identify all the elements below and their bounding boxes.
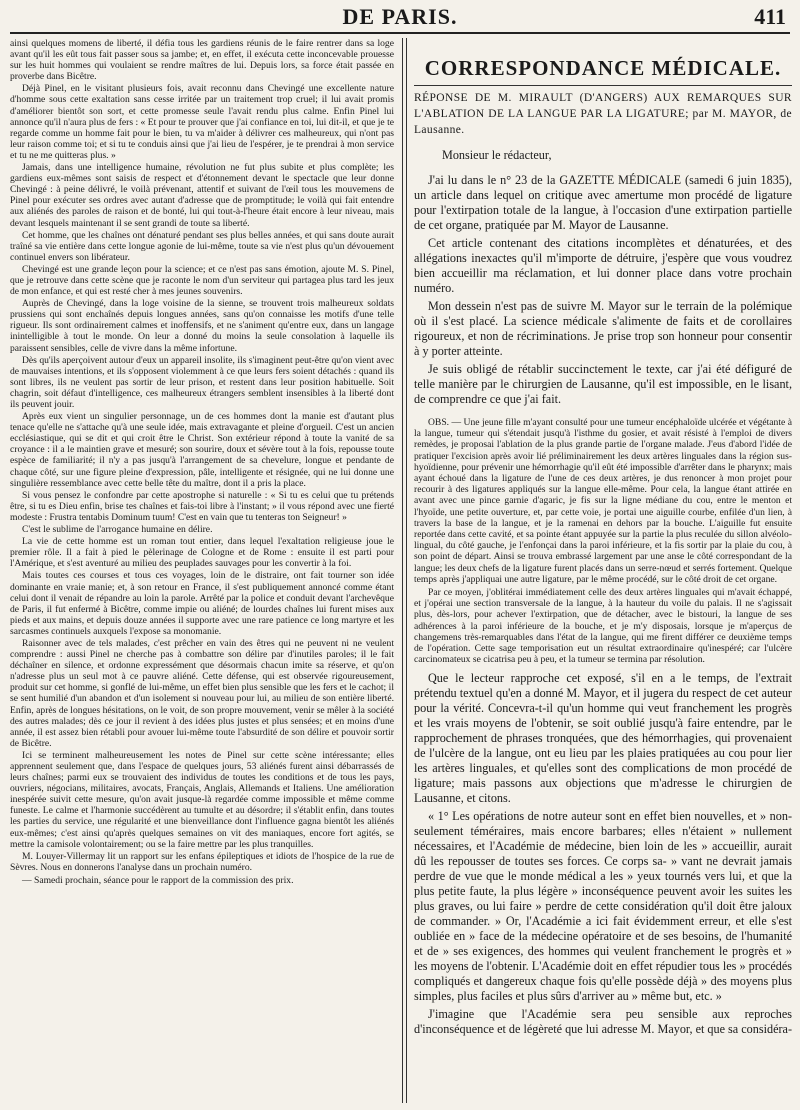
body-paragraph: Raisonner avec de tels malades, c'est prêcher en vain des êtres qui ne peuvent ni ne veulent comprendre : aussi Pinel ne cherche pas à combattre son délire par d'inutiles paroles; il le fait déchaîner en silence, et ordonne expressément que désormais chacun imite sa réserve, et qu'on n'adresse plus un seul mot à ce pauvre aliéné. Cette défense, qui est observée rigoureusement, produit sur cet homme, si gonflé de lui-même, un effet bien plus sensible que les fers et le cachot; il se sent humilié d'un abandon et d'un isolement si nouveau pour lui, au milieu de son entière liberté. Enfin, après de longues hésitations, on le voit, de son propre mouvement, venir se mêler à la société des autres malades; dès ce jour il revient à des idées plus justes et plus sensées; et en moins d'une année, il est assez bien rétabli pour avouer lui-même toute l'absurdité de son délire et pouvoir sortir de Bicêtre. <box>10 637 394 749</box>
page-header <box>0 0 800 32</box>
letter-paragraphs <box>414 173 792 407</box>
observation-paragraph: OBS. — Une jeune fille m'ayant consulté pour une tumeur encéphaloïde ulcérée et végétante à la langue, tumeur qui s'étendait jusqu'à l'isthme du gosier, et avait résisté à l'emploi de divers remèdes, je proposai l'ablation de la plus grande partie de l'organe malade. J'eus d'abord l'idée de pratiquer l'excision après avoir lié préliminairement les deux artères linguales dans la région sus-hyoïdienne, pour prévenir une hémorrhagie qu'il eût été impossible d'arrêter dans le pharynx; mais ayant échoué dans la ligature de l'une de ces deux artères, je dus renoncer à mon projet pour recourir à des ligatures appliqués sur la langue elle-même. Pour cela, la langue étant attirée en avant avec une pince garnie d'agaric, je fis sur la ligne médiane du cou, entre le menton et l'hyoïde, une petite ouverture, et, par cette voie, je portai une aiguille courbe, enfilée d'un lien, à travers la base de la langue, et je la ramenai en dehors par la bouche. L'aiguille fut ensuite reportée dans cette cavité, et sa pointe étant appuyée sur la partie la plus reculée du sillon alvéolo-lingual, du côté gauche, je l'enfonçai dans la paroi inférieure, et la fis sortir par la plaie du cou, à son point de départ. Ainsi se trouva embrassé largement par une anse le côté correspondant de la langue; les deux chefs de la ligature furent placés dans un serre-nœud et serrés fortement. Quelque temps après j'appliquai une autre ligature, par le même procédé, sur le côté droit de cet organe. <box>414 417 792 585</box>
body-paragraph: La vie de cette homme est un roman tout entier, dans lequel l'exaltation religieuse joue le premier rôle. Il a fait à pied le pèlerinage de Cologne et de Rome : ensuite il est parti pour l'Amérique, et s'est aventuré au milieu des peuplades sauvages pour les convertir à la foi. <box>10 536 394 570</box>
body-paragraph: Jamais, dans une intelligence humaine, révolution ne fut plus subite et plus complète; les gardiens eux-mêmes sont saisis de respect et d'étonnement devant le spectacle que leur donne Chevingé : à peine délivré, le voilà prévenant, attentif et suivant de l'œil tous les mouvemens de Pinel pour exécuter ses ordres avec autant d'adresse que de promptitude; le voilà qui fait entendre aux aliénés des paroles de raison et de bonté, lui qui tout-à-l'heure était encore à leur niveau, mais devant lesquels maintenant il se sent grandi de toute sa liberté. <box>10 162 394 229</box>
continuation-paragraph: Que le lecteur rapproche cet exposé, s'il en a le temps, de l'extrait prétendu textuel qu'en a donné M. Mayor, et il jugera du respect de cet auteur pour la vérité. Concevra-t-il qu'un homme qui veut franchement les progrès et les vrais moyens de l'obtenir, se soit oublié jusqu'à faire entendre, par le rapprochement de phrases tronquées, que des hémorrhagies, qui provenaient de l'ulcère de la langue, ont eu lieu par les plaies pratiquées au cou pour lier les artères linguales, et qu'elles sont des complications de mon procédé de ligature; mais passons aux objections que m'adresse le chirurgien de Lausanne, et citons. <box>414 671 792 806</box>
body-paragraph: Ici se terminent malheureusement les notes de Pinel sur cette scène intéressante; elles apprennent seulement que, dans l'espace de quelques jours, 53 aliénés furent ainsi débarrassés de leurs chaînes; parmi eux se trouvaient des individus de toutes les conditions et de tous les pays, ouvriers, négocians, militaires, avocats, Français, Anglais, Allemands et Italiens. Une amélioration inespérée suivit cette mesure, qu'on avait jusque-là regardée comme impossible et même comme funeste. Le calme et l'harmonie succédèrent au tumulte et au désordre; il s'établit enfin, dans toutes les parties du service, une régularité et une bienveillance dont l'influence gagna bientôt les aliénés eux-mêmes; c'est ainsi qu'après quelques semaines on vit des maniaques, encore fort agités, se mettre la camisole volontairement; ou se la faire mettre par les plus tranquilles. <box>10 749 394 850</box>
salutation: Monsieur le rédacteur, <box>442 148 552 162</box>
body-paragraph: Déjà Pinel, en le visitant plusieurs fois, avait reconnu dans Chevingé une excellente nature d'homme sous cette exaltation sans cesse irritée par un traitement trop cruel; il lui avait promis d'améliorer bientôt son sort, et cette promesse seule l'avait rendu plus calme. Enfin Pinel lui annonce qu'il n'aura plus de fers : « Et pour te prouver que j'ai confiance en toi, lui dit-il, et que je te regarde comme un homme fait pour le bien, tu va m'aider à délivrer ces malheureux, qui n'ont pas leur raison comme toi; et si tu te conduis ainsi que j'ai lieu de l'espérer, je te prendrai à mon service et tu ne me quitteras plus. » <box>10 83 394 161</box>
page-number: 411 <box>754 4 786 29</box>
observation-block <box>414 417 792 665</box>
closing-note: — Samedi prochain, séance pour le rapport de la commission des prix. <box>22 874 294 886</box>
letter-body <box>414 148 792 407</box>
section-title: CORRESPONDANCE MÉDICALE. <box>424 56 782 80</box>
letter-paragraph: Mon dessein n'est pas de suivre M. Mayor sur le terrain de la polémique où il s'est placé. La science médicale s'alimente de faits et de corollaires rigoureux, et non de récriminations. Je prise trop son honneur pour consentir à y porter atteinte. <box>414 299 792 358</box>
body-paragraph: C'est le sublime de l'arrogance humaine en délire. <box>22 524 213 536</box>
observation-paragraph: Par ce moyen, j'oblitérai immédiatement celle des deux artères linguales qui m'avait échappé, et j'opérai une section transversale de la langue, à la hauteur du voile du palais. Il ne s'agissait plus, dès-lors, pour achever l'extirpation, que de détacher, avec le bistouri, la langue de ses adhérences à la paroi inférieure de la bouche, et je m'y disposais, lorsque je m'aperçus de changemens très-remarquables dans l'état de la langue, qui me firent différer ce deuxième temps de l'opération. Cette sage temporisation eut un résultat extraordinaire qu'inespéré; car l'ulcère carcinomateux se cicatrisa peu à peu, et la tumeur se termina par résolution. <box>414 587 792 666</box>
column-separator-inner <box>406 38 407 1103</box>
letter-paragraph: Je suis obligé de rétablir succinctement le texte, car j'ai été défiguré de telle manière par le chirurgien de Lausanne, qu'il est impossible, en le lisant, de comprendre ce que j'ai fait. <box>414 362 792 406</box>
body-paragraph: Auprès de Chevingé, dans la loge voisine de la sienne, se trouvent trois malheureux soldats prussiens qui sont enchaînés depuis longues années, sans qu'on connaisse les motifs d'une telle rigueur. Ils sont ordinairement calmes et inoffensifs, et ne s'animent qu'entre eux, dans un langage inintelligible à tout le monde. On leur a donné du moins la seule consolation à laquelle ils paraissent sensibles, celle de vivre dans la même infortune. <box>10 298 394 354</box>
header-rule <box>10 32 790 34</box>
left-column <box>10 38 394 1100</box>
quote-paragraph: « 1° Les opérations de notre auteur sont en effet bien nouvelles, et » non-seulement téméraires, mais encore barbares; elles n'étaient » nullement nécessaires, et l'Académie de médecine, bien loin de les » accueillir, aurait dû les repousser de toutes ses forces. Ce corps sa- » vant ne devrait jamais perdre de vue que le monde médical a les » yeux tournés vers lui, et que la plus petite faute, la plus légère » inconséquence peuvent avoir les suites les plus graves, ou lui faire » perdre de cette considération qu'il doit être jaloux de commander. » Or, l'Académie a ici fait évidemment erreur, et elle s'est oubliée en » face de la médecine opératoire et de ses besoins, de l'humanité et de » ses exigences, des hommes qui veulent franchement le progrès et » les moyens de l'obtenir. L'Académie doit en effet répudier tous les » procédés compliqués et dangereux chaque fois qu'elle possède déjà » des moyens plus simples, plus faciles et plus sûrs d'arriver au » même but, etc. » <box>414 809 792 1004</box>
body-paragraph: Mais toutes ces courses et tous ces voyages, loin de le distraire, ont fait tourner son idée dominante en vraie manie; et, à son retour en France, il s'est publiquement annoncé comme étant celui dont il venait de répandre au loin la parole. Arrêté par la police et conduit devant l'archevêque de Paris, il fut enfermé à Bicêtre, comme impie ou aliéné; de lourdes chaînes lui furent mises aux pieds et aux mains, et depuis douze années il supporte avec une rare patience ce long martyre et les sarcasmes continuels auxquels l'expose sa monomanie. <box>10 570 394 637</box>
continuation-paragraphs <box>414 671 792 806</box>
running-title: DE PARIS. <box>342 4 458 29</box>
body-paragraph: Si vous pensez le confondre par cette apostrophe si naturelle : « Si tu es celui que tu prétends être, si tu es Dieu enfin, brise tes chaînes et fais-toi libre à l'instant; » il vous répond avec une fierté modeste : Frustra tentabis Dominum tuum! C'est en vain que tu tenteras ton Seigneur! » <box>10 489 394 523</box>
final-paragraph: J'imagine que l'Académie sera peu sensible aux reproches d'inconséquence et de légèreté que lui adresse M. Mayor, et que sa considéra- <box>414 1007 792 1037</box>
quoted-objections <box>414 809 792 1004</box>
body-paragraph: M. Louyer-Villermay lit un rapport sur les enfans épileptiques et idiots de l'hospice de la rue de Sèvres. Nous en donnerons l'analyse dans un prochain numéro. <box>10 850 394 873</box>
body-paragraph: Cet homme, que les chaînes ont dénaturé pendant ses plus belles années, et qui sans doute aurait traîné sa vie entière dans cette longue agonie de lui-même, toute sa vie n'est plus qu'un dévouement continuel envers son libérateur. <box>10 229 394 263</box>
body-paragraph: Dès qu'ils aperçoivent autour d'eux un appareil insolite, ils s'imaginent peut-être qu'on vient avec de mauvaises intentions, et ils s'opposent violemment à ce que leurs fers soient détachés : quand ils sont libres, ils ne veulent pas sortir de leur prison, et restent dans leur position habituelle. Soit chagrin, soit défaut d'intelligence, ces malheureux étrangers semblent insensibles à la liberté dont ils peuvent jouir. <box>10 354 394 410</box>
article-subtitle: RÉPONSE DE M. MIRAULT (D'ANGERS) AUX REMARQUES SUR L'ABLATION DE LA LANGUE PAR LA LIGATURE; par M. MAYOR, de Lausanne. <box>414 85 792 138</box>
letter-paragraph: J'ai lu dans le n° 23 de la GAZETTE MÉDICALE (samedi 6 juin 1835), un article dans lequel on critique avec amertume mon procédé de ligature pour l'extirpation totale de la langue, à l'occasion d'une extirpation partielle de cet organe, pratiquée par M. Mayor de Lausanne. <box>414 173 792 232</box>
column-separator <box>402 38 403 1103</box>
continuation-body <box>414 671 792 1037</box>
right-column <box>414 38 792 1106</box>
body-paragraph: ainsi quelques momens de liberté, il défia tous les gardiens réunis de le faire rentrer dans sa loge avant qu'il les eût tous fait passer sous sa jambe; et, en effet, il exécuta cette inconcevable prouesse sur les huit hommes qui voulaient se rendre maîtres de lui. Depuis lors, sa force était passée en proverbe dans Bicêtre. <box>10 38 394 83</box>
body-paragraph: Chevingé est une grande leçon pour la science; et ce n'est pas sans émotion, ajoute M. S. Pinel, que je retrouve dans cette scène que je raconte le nom d'un serviteur qui partagea plus tard les jeux de mon enfance, et qui est resté cher à mes jeunes souvenirs. <box>10 263 394 298</box>
letter-paragraph: Cet article contenant des citations incomplètes et dénaturées, et des allégations inexactes qu'il m'importe de détruire, j'espère que vous voudrez bien accueillir ma réclamation, et lui donner place dans votre prochain numéro. <box>414 236 792 295</box>
body-paragraph: Après eux vient un singulier personnage, un de ces hommes dont la manie est d'autant plus tenace qu'elle ne s'attache qu'à une seule idée, mais extravagante et pleine d'orgueil. C'est un ancien ecclésiastique, qui se dit et qui croit être le Christ. Son extérieur répond à toute la vanité de sa croyance : il a le maintien grave et mesuré; son sourire, doux et sévère tout à la fois, repousse toute espèce de familiarité; il n'y a pas jusqu'à l'arrangement de sa chevelure, longue et pendante de chaque côté, sur une figure pleine d'expression, pâle, intelligente et résignée, qui ne lui donne une singulière ressemblance avec cette belle tête du maître, dont il a pris la place. <box>10 411 394 489</box>
